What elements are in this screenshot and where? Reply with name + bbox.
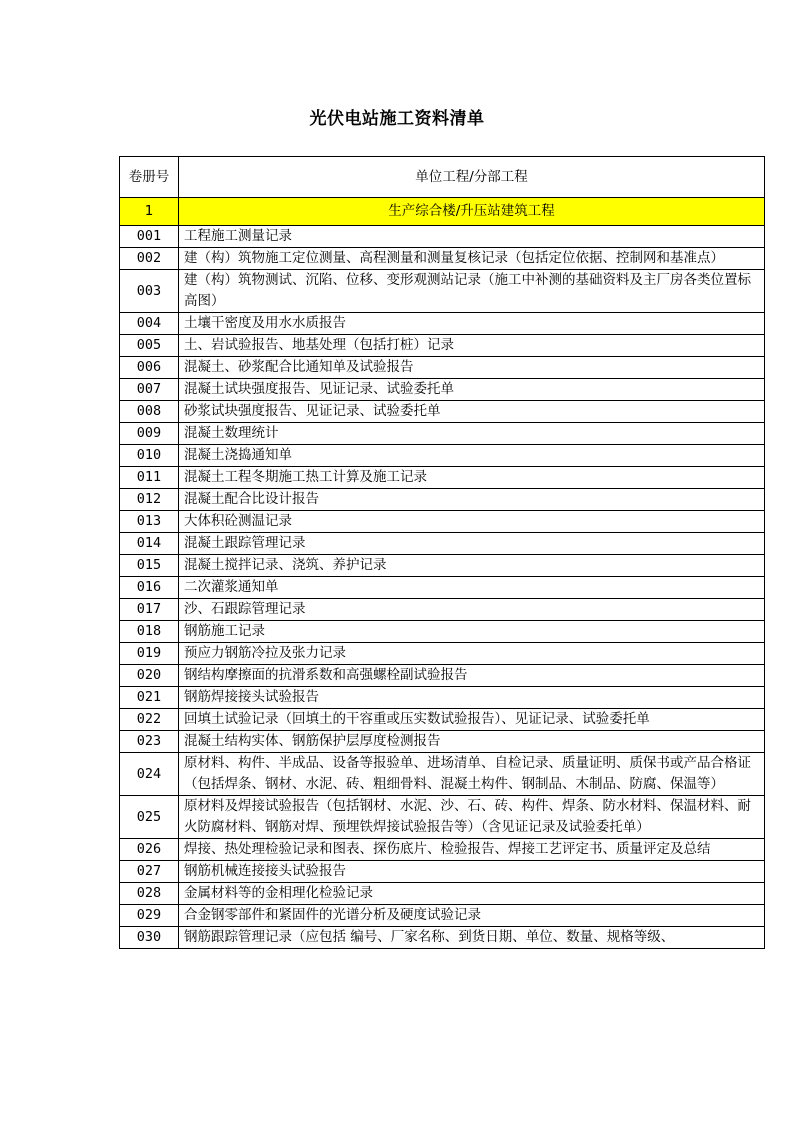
row-number: 006 — [120, 357, 179, 379]
table-row — [120, 335, 765, 357]
table-row — [120, 357, 765, 379]
row-description: 原材料、构件、半成品、设备等报验单、进场清单、自检记录、质量证明、质保书或产品合格证（包括焊条、钢材、水泥、砖、粗细骨料、混凝土构件、钢制品、木制品、防腐、保温等） — [179, 753, 765, 796]
table-row — [120, 839, 765, 861]
row-number: 027 — [120, 861, 179, 883]
row-description: 建（构）筑物施工定位测量、高程测量和测量复核记录（包括定位依据、控制网和基准点） — [179, 248, 765, 270]
row-number: 016 — [120, 577, 179, 599]
row-description: 土、岩试验报告、地基处理（包括打桩）记录 — [179, 335, 765, 357]
row-description: 钢结构摩擦面的抗滑系数和高强螺栓副试验报告 — [179, 665, 765, 687]
row-number: 015 — [120, 555, 179, 577]
volume-number-header: 卷册号 — [120, 157, 179, 198]
row-description: 混凝土搅拌记录、浇筑、养护记录 — [179, 555, 765, 577]
row-number: 020 — [120, 665, 179, 687]
row-description: 混凝土工程冬期施工热工计算及施工记录 — [179, 467, 765, 489]
row-number: 024 — [120, 753, 179, 796]
table-row — [120, 555, 765, 577]
table-row — [120, 379, 765, 401]
row-description: 混凝土数理统计 — [179, 423, 765, 445]
row-description: 砂浆试块强度报告、见证记录、试验委托单 — [179, 401, 765, 423]
table-row — [120, 643, 765, 665]
table-header-row — [120, 157, 765, 198]
row-description: 混凝土跟踪管理记录 — [179, 533, 765, 555]
row-description: 混凝土浇捣通知单 — [179, 445, 765, 467]
row-number: 019 — [120, 643, 179, 665]
row-number: 003 — [120, 270, 179, 313]
table-row — [120, 883, 765, 905]
row-description: 金属材料等的金相理化检验记录 — [179, 883, 765, 905]
row-description: 建（构）筑物测试、沉陷、位移、变形观测站记录（施工中补测的基础资料及主厂房各类位置标高图） — [179, 270, 765, 313]
row-number: 017 — [120, 599, 179, 621]
row-number: 001 — [120, 226, 179, 248]
table-row — [120, 533, 765, 555]
unit-project-header: 单位工程/分部工程 — [179, 157, 765, 198]
table-row — [120, 927, 765, 949]
row-number: 014 — [120, 533, 179, 555]
table-row — [120, 226, 765, 248]
row-description: 土壤干密度及用水水质报告 — [179, 313, 765, 335]
row-description: 二次灌浆通知单 — [179, 577, 765, 599]
row-number: 025 — [120, 796, 179, 839]
row-description: 合金钢零部件和紧固件的光谱分析及硬度试验记录 — [179, 905, 765, 927]
row-number: 029 — [120, 905, 179, 927]
row-number: 007 — [120, 379, 179, 401]
table-row — [120, 445, 765, 467]
table-row — [120, 577, 765, 599]
row-description: 工程施工测量记录 — [179, 226, 765, 248]
row-number: 008 — [120, 401, 179, 423]
section-row — [120, 198, 765, 226]
row-number: 009 — [120, 423, 179, 445]
table-row — [120, 621, 765, 643]
table-row — [120, 687, 765, 709]
row-description: 大体积砼测温记录 — [179, 511, 765, 533]
table-row — [120, 796, 765, 839]
row-number: 026 — [120, 839, 179, 861]
row-number: 004 — [120, 313, 179, 335]
row-description: 钢筋焊接接头试验报告 — [179, 687, 765, 709]
row-description: 钢筋机械连接接头试验报告 — [179, 861, 765, 883]
section-name: 生产综合楼/升压站建筑工程 — [179, 198, 765, 226]
table-row — [120, 599, 765, 621]
row-number: 030 — [120, 927, 179, 949]
row-description: 混凝土、砂浆配合比通知单及试验报告 — [179, 357, 765, 379]
row-description: 钢筋施工记录 — [179, 621, 765, 643]
row-description: 钢筋跟踪管理记录（应包括 编号、厂家名称、到货日期、单位、数量、规格等级、 — [179, 927, 765, 949]
row-number: 028 — [120, 883, 179, 905]
table-row — [120, 731, 765, 753]
row-number: 010 — [120, 445, 179, 467]
table-row — [120, 423, 765, 445]
table-row — [120, 248, 765, 270]
row-description: 预应力钢筋冷拉及张力记录 — [179, 643, 765, 665]
table-row — [120, 511, 765, 533]
row-number: 011 — [120, 467, 179, 489]
row-description: 混凝土试块强度报告、见证记录、试验委托单 — [179, 379, 765, 401]
table-row — [120, 709, 765, 731]
document-title: 光伏电站施工资料清单 — [309, 109, 485, 129]
row-description: 原材料及焊接试验报告（包括钢材、水泥、沙、石、砖、构件、焊条、防水材料、保温材料、耐火防腐材料、钢筋对焊、预埋铁焊接试验报告等）（含见证记录及试验委托单） — [179, 796, 765, 839]
row-number: 005 — [120, 335, 179, 357]
row-description: 焊接、热处理检验记录和图表、探伤底片、检验报告、焊接工艺评定书、质量评定及总结 — [179, 839, 765, 861]
row-description: 沙、石跟踪管理记录 — [179, 599, 765, 621]
table-row — [120, 401, 765, 423]
row-number: 012 — [120, 489, 179, 511]
table-row — [120, 905, 765, 927]
row-number: 023 — [120, 731, 179, 753]
document-list-table — [119, 156, 765, 949]
row-number: 022 — [120, 709, 179, 731]
row-number: 018 — [120, 621, 179, 643]
table-row — [120, 753, 765, 796]
row-description: 混凝土配合比设计报告 — [179, 489, 765, 511]
row-description: 混凝土结构实体、钢筋保护层厚度检测报告 — [179, 731, 765, 753]
table-row — [120, 270, 765, 313]
row-description: 回填土试验记录（回填土的干容重或压实数试验报告）、见证记录、试验委托单 — [179, 709, 765, 731]
table-row — [120, 665, 765, 687]
table-row — [120, 313, 765, 335]
section-number: 1 — [120, 198, 179, 226]
row-number: 021 — [120, 687, 179, 709]
row-number: 013 — [120, 511, 179, 533]
row-number: 002 — [120, 248, 179, 270]
table-row — [120, 467, 765, 489]
table-row — [120, 489, 765, 511]
table-row — [120, 861, 765, 883]
